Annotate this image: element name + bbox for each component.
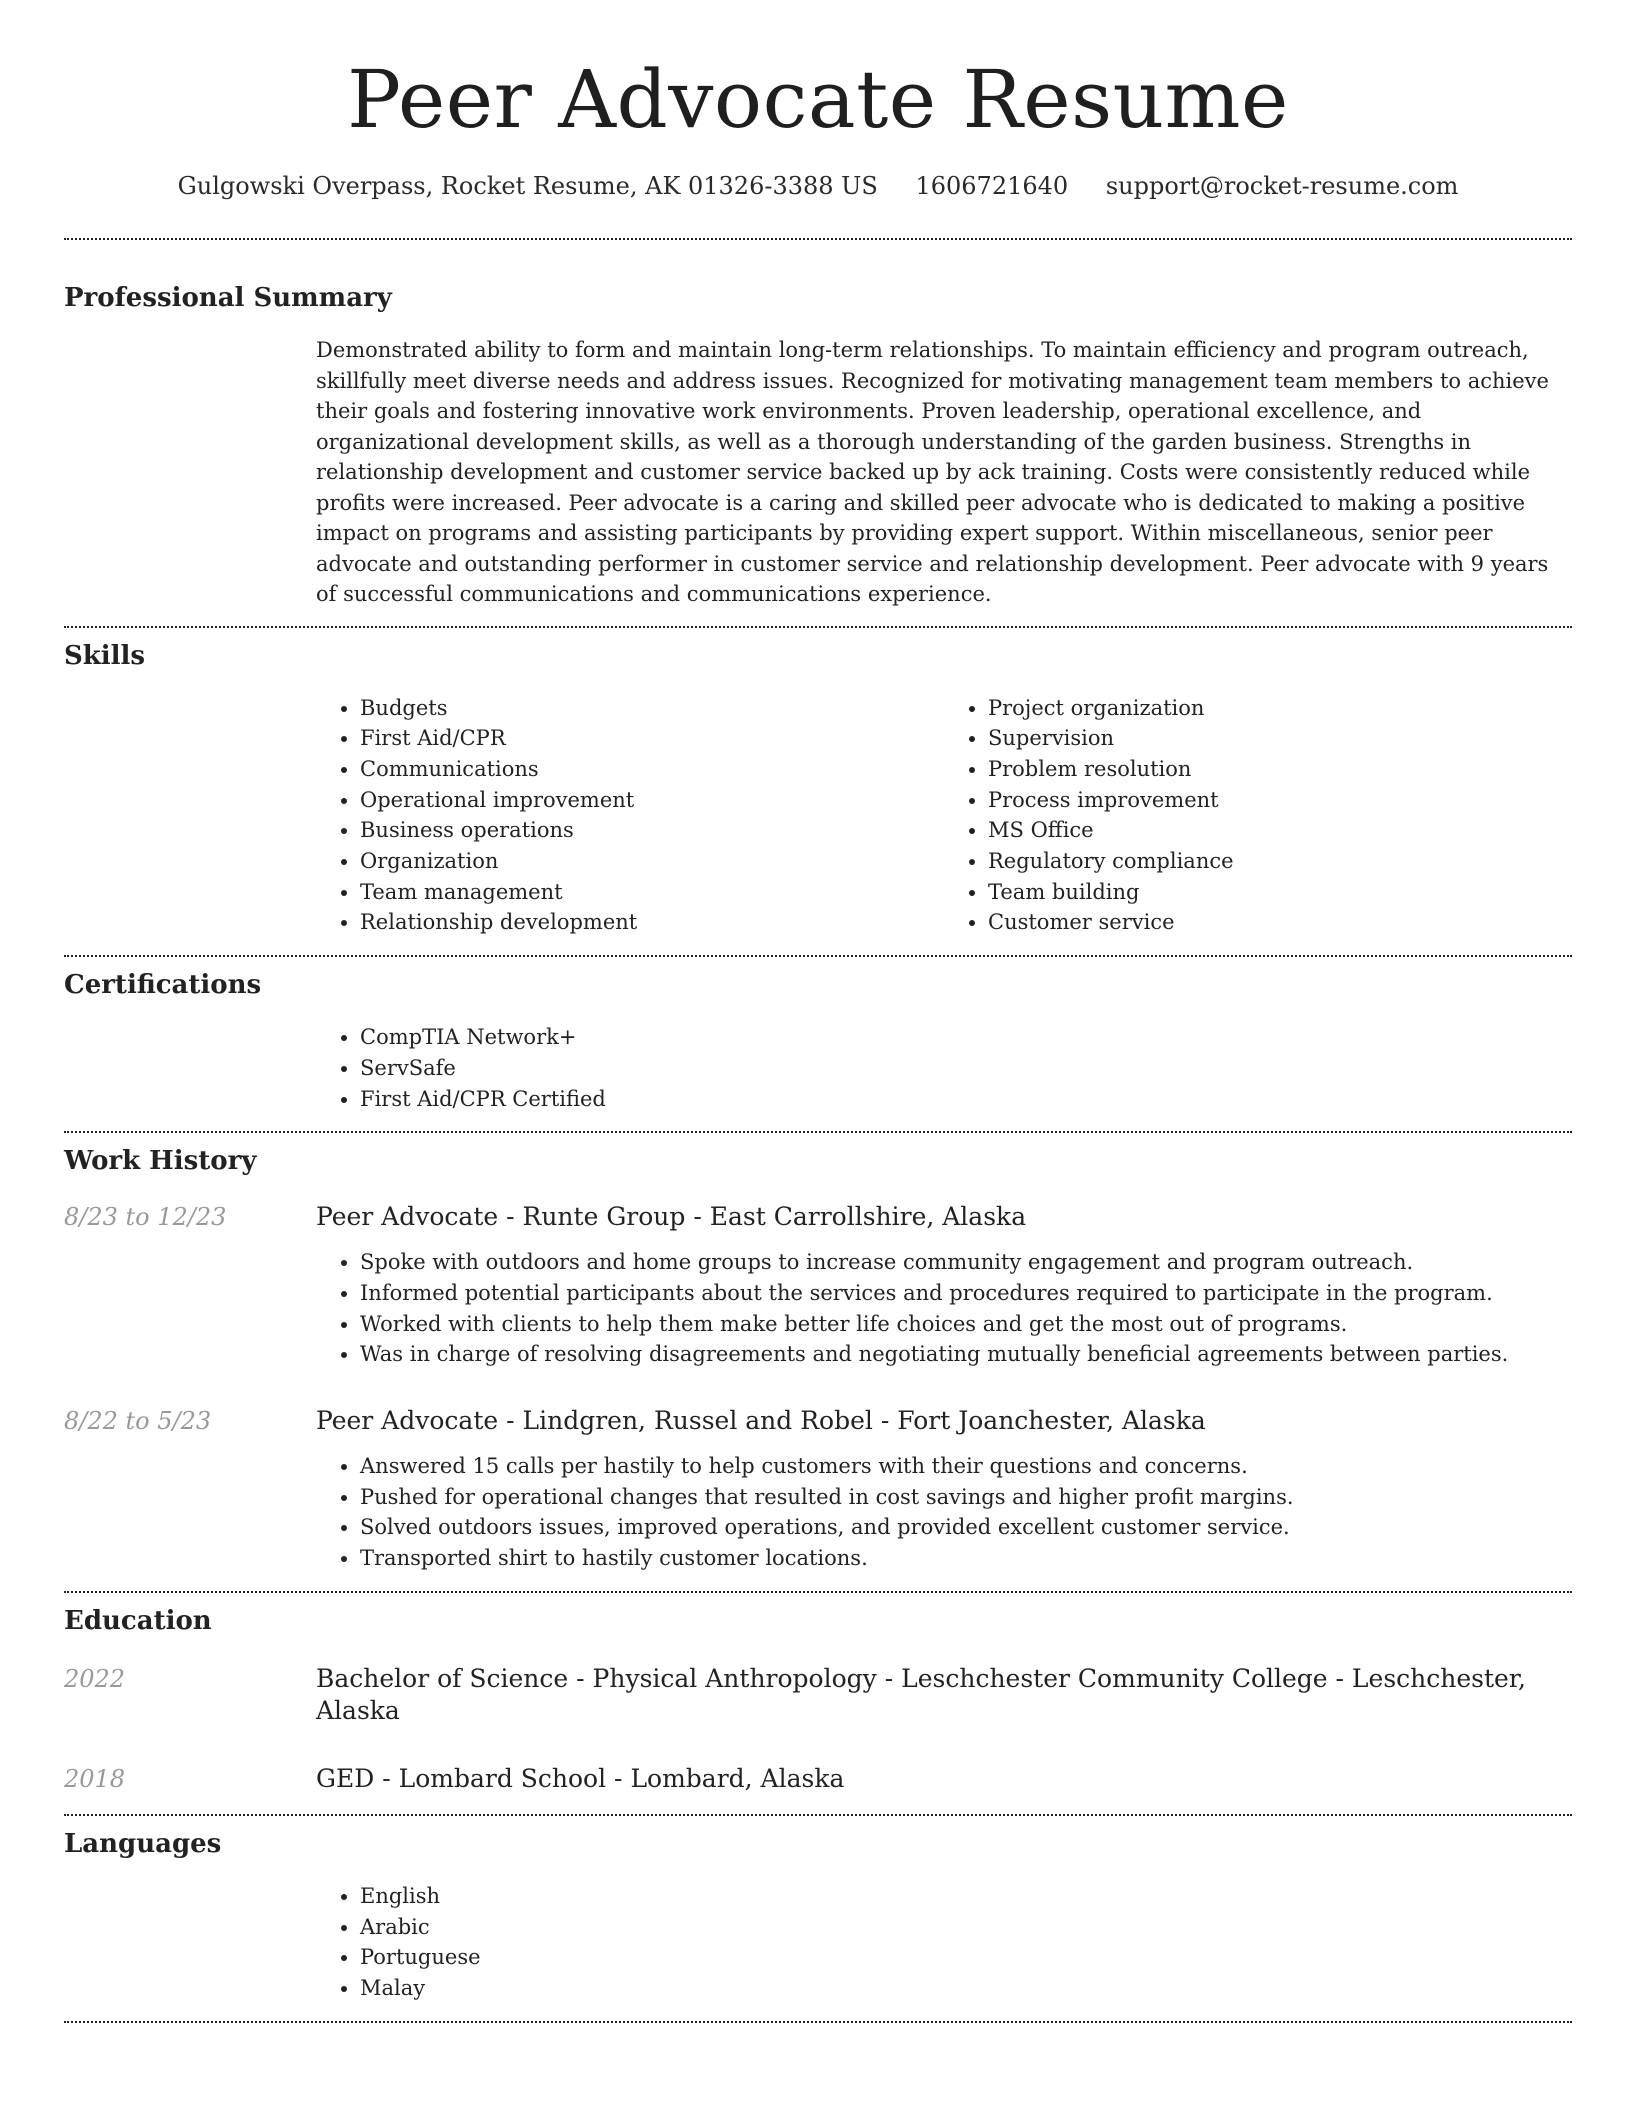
- job-entry: [64, 1405, 1572, 1574]
- certifications-body: [316, 1022, 1572, 1114]
- job-bullet: • Answered 15 calls per hastily to help customers with their questions and concerns.: [360, 1451, 1572, 1482]
- languages-body: [316, 1881, 1572, 2004]
- work-history-section: [64, 1145, 1572, 1574]
- skill-item: • Customer service: [988, 907, 1572, 938]
- job-bullet: • Was in charge of resolving disagreements and negotiating mutually beneficial agreements between parties.: [360, 1339, 1572, 1370]
- certifications-section: [64, 969, 1572, 1114]
- certifications-list: [316, 1022, 1572, 1114]
- skills-heading: Skills: [64, 640, 146, 671]
- skill-item: • Budgets: [360, 693, 944, 724]
- skill-item: • Business operations: [360, 815, 944, 846]
- skill-item: • Project organization: [988, 693, 1572, 724]
- skill-item: • MS Office: [988, 815, 1572, 846]
- contact-phone: 1606721640: [915, 172, 1069, 200]
- education-heading-text: Bachelor of Science - Physical Anthropology - Leschchester Community College - Leschchester, Alaska: [316, 1663, 1526, 1725]
- languages-heading: Languages: [64, 1828, 222, 1859]
- education-section: [64, 1605, 1572, 1795]
- language-item: • Portuguese: [360, 1942, 1572, 1973]
- job-header: [64, 1201, 1572, 1233]
- job-bullet: • Worked with clients to help them make better life choices and get the most out of programs.: [360, 1309, 1572, 1340]
- job-dates: 8/22 to 5/23: [64, 1407, 212, 1436]
- certifications-heading: Certifications: [64, 970, 262, 1001]
- section-divider: [64, 2021, 1572, 2023]
- education-entry: [64, 1663, 1572, 1727]
- job-heading: Peer Advocate - Runte Group - East Carrollshire, Alaska: [316, 1202, 1027, 1232]
- job-dates: 8/23 to 12/23: [64, 1203, 227, 1232]
- job-bullet-list: [316, 1247, 1572, 1370]
- education-heading: Education: [64, 1605, 212, 1636]
- skill-item: • Team building: [988, 877, 1572, 908]
- section-divider: [64, 1591, 1572, 1593]
- job-bullet: • Spoke with outdoors and home groups to increase community engagement and program outreach.: [360, 1247, 1572, 1278]
- section-divider: [64, 238, 1572, 240]
- summary-section: [64, 282, 1572, 610]
- summary-heading: Professional Summary: [64, 283, 392, 313]
- job-header: [64, 1405, 1572, 1437]
- job-heading: Peer Advocate - Lindgren, Russel and Robel - Fort Joanchester, Alaska: [316, 1406, 1206, 1436]
- job-bullet: • Pushed for operational changes that resulted in cost savings and higher profit margins.: [360, 1482, 1572, 1513]
- skills-columns: [316, 693, 1572, 939]
- skill-item: • Team management: [360, 877, 944, 908]
- skill-item: • Organization: [360, 846, 944, 877]
- job-bullet: • Informed potential participants about the services and procedures required to participate in the program.: [360, 1278, 1572, 1309]
- summary-body: [316, 335, 1572, 610]
- language-item: • Arabic: [360, 1912, 1572, 1943]
- job-bullets: [316, 1247, 1572, 1370]
- section-divider: [64, 1131, 1572, 1133]
- contact-line: [64, 170, 1572, 202]
- work-history-heading: Work History: [64, 1146, 257, 1177]
- section-divider: [64, 1814, 1572, 1816]
- certification-item: • CompTIA Network+: [360, 1022, 1572, 1053]
- language-item: • Malay: [360, 1973, 1572, 2004]
- contact-address: Gulgowski Overpass, Rocket Resume, AK 01326-3388 US: [177, 172, 878, 200]
- job-bullet: • Transported shirt to hastily customer locations.: [360, 1543, 1572, 1574]
- certification-item: • First Aid/CPR Certified: [360, 1084, 1572, 1115]
- skill-item: • First Aid/CPR: [360, 723, 944, 754]
- job-bullet: • Solved outdoors issues, improved operations, and provided excellent customer service.: [360, 1512, 1572, 1543]
- skill-item: • Process improvement: [988, 785, 1572, 816]
- job-bullets: [316, 1451, 1572, 1574]
- job-entry: [64, 1201, 1572, 1370]
- resume-page: [64, 0, 1572, 2023]
- contact-email: support@rocket-resume.com: [1105, 172, 1459, 200]
- skills-section: [64, 640, 1572, 939]
- language-item: • English: [360, 1881, 1572, 1912]
- education-entry: [64, 1763, 1572, 1795]
- skill-item: • Operational improvement: [360, 785, 944, 816]
- skill-item: • Relationship development: [360, 907, 944, 938]
- job-bullet-list: [316, 1451, 1572, 1574]
- skill-item: • Communications: [360, 754, 944, 785]
- section-divider: [64, 626, 1572, 628]
- summary-text: Demonstrated ability to form and maintain long-term relationships. To maintain efficiency and program outreach, skillfully meet diverse needs and address issues. Recognized for motivating management team members to achieve their goals and fostering innovative work environments. Proven leadership, operational excellence, and organizational development skills, as well as a thorough understanding of the garden business. Strengths in relationship development and customer service backed up by ack training. Costs were consistently reduced while profits were increased. Peer advocate is a caring and skilled peer advocate who is dedicated to making a positive impact on programs and assisting participants by providing expert support. Within miscellaneous, senior peer advocate and outstanding performer in customer service and relationship development. Peer advocate with 9 years of successful communications and communications experience.: [316, 338, 1549, 606]
- education-heading-text: GED - Lombard School - Lombard, Alaska: [316, 1763, 845, 1793]
- skills-list-right: [944, 693, 1572, 939]
- languages-section: [64, 1828, 1572, 2004]
- section-divider: [64, 955, 1572, 957]
- education-year: 2018: [64, 1764, 126, 1793]
- skill-item: • Regulatory compliance: [988, 846, 1572, 877]
- skill-item: • Supervision: [988, 723, 1572, 754]
- skill-item: • Problem resolution: [988, 754, 1572, 785]
- resume-title: Peer Advocate Resume: [347, 53, 1289, 146]
- skills-list-left: [316, 693, 944, 939]
- certification-item: • ServSafe: [360, 1053, 1572, 1084]
- languages-list: [316, 1881, 1572, 2004]
- education-year: 2022: [64, 1664, 126, 1693]
